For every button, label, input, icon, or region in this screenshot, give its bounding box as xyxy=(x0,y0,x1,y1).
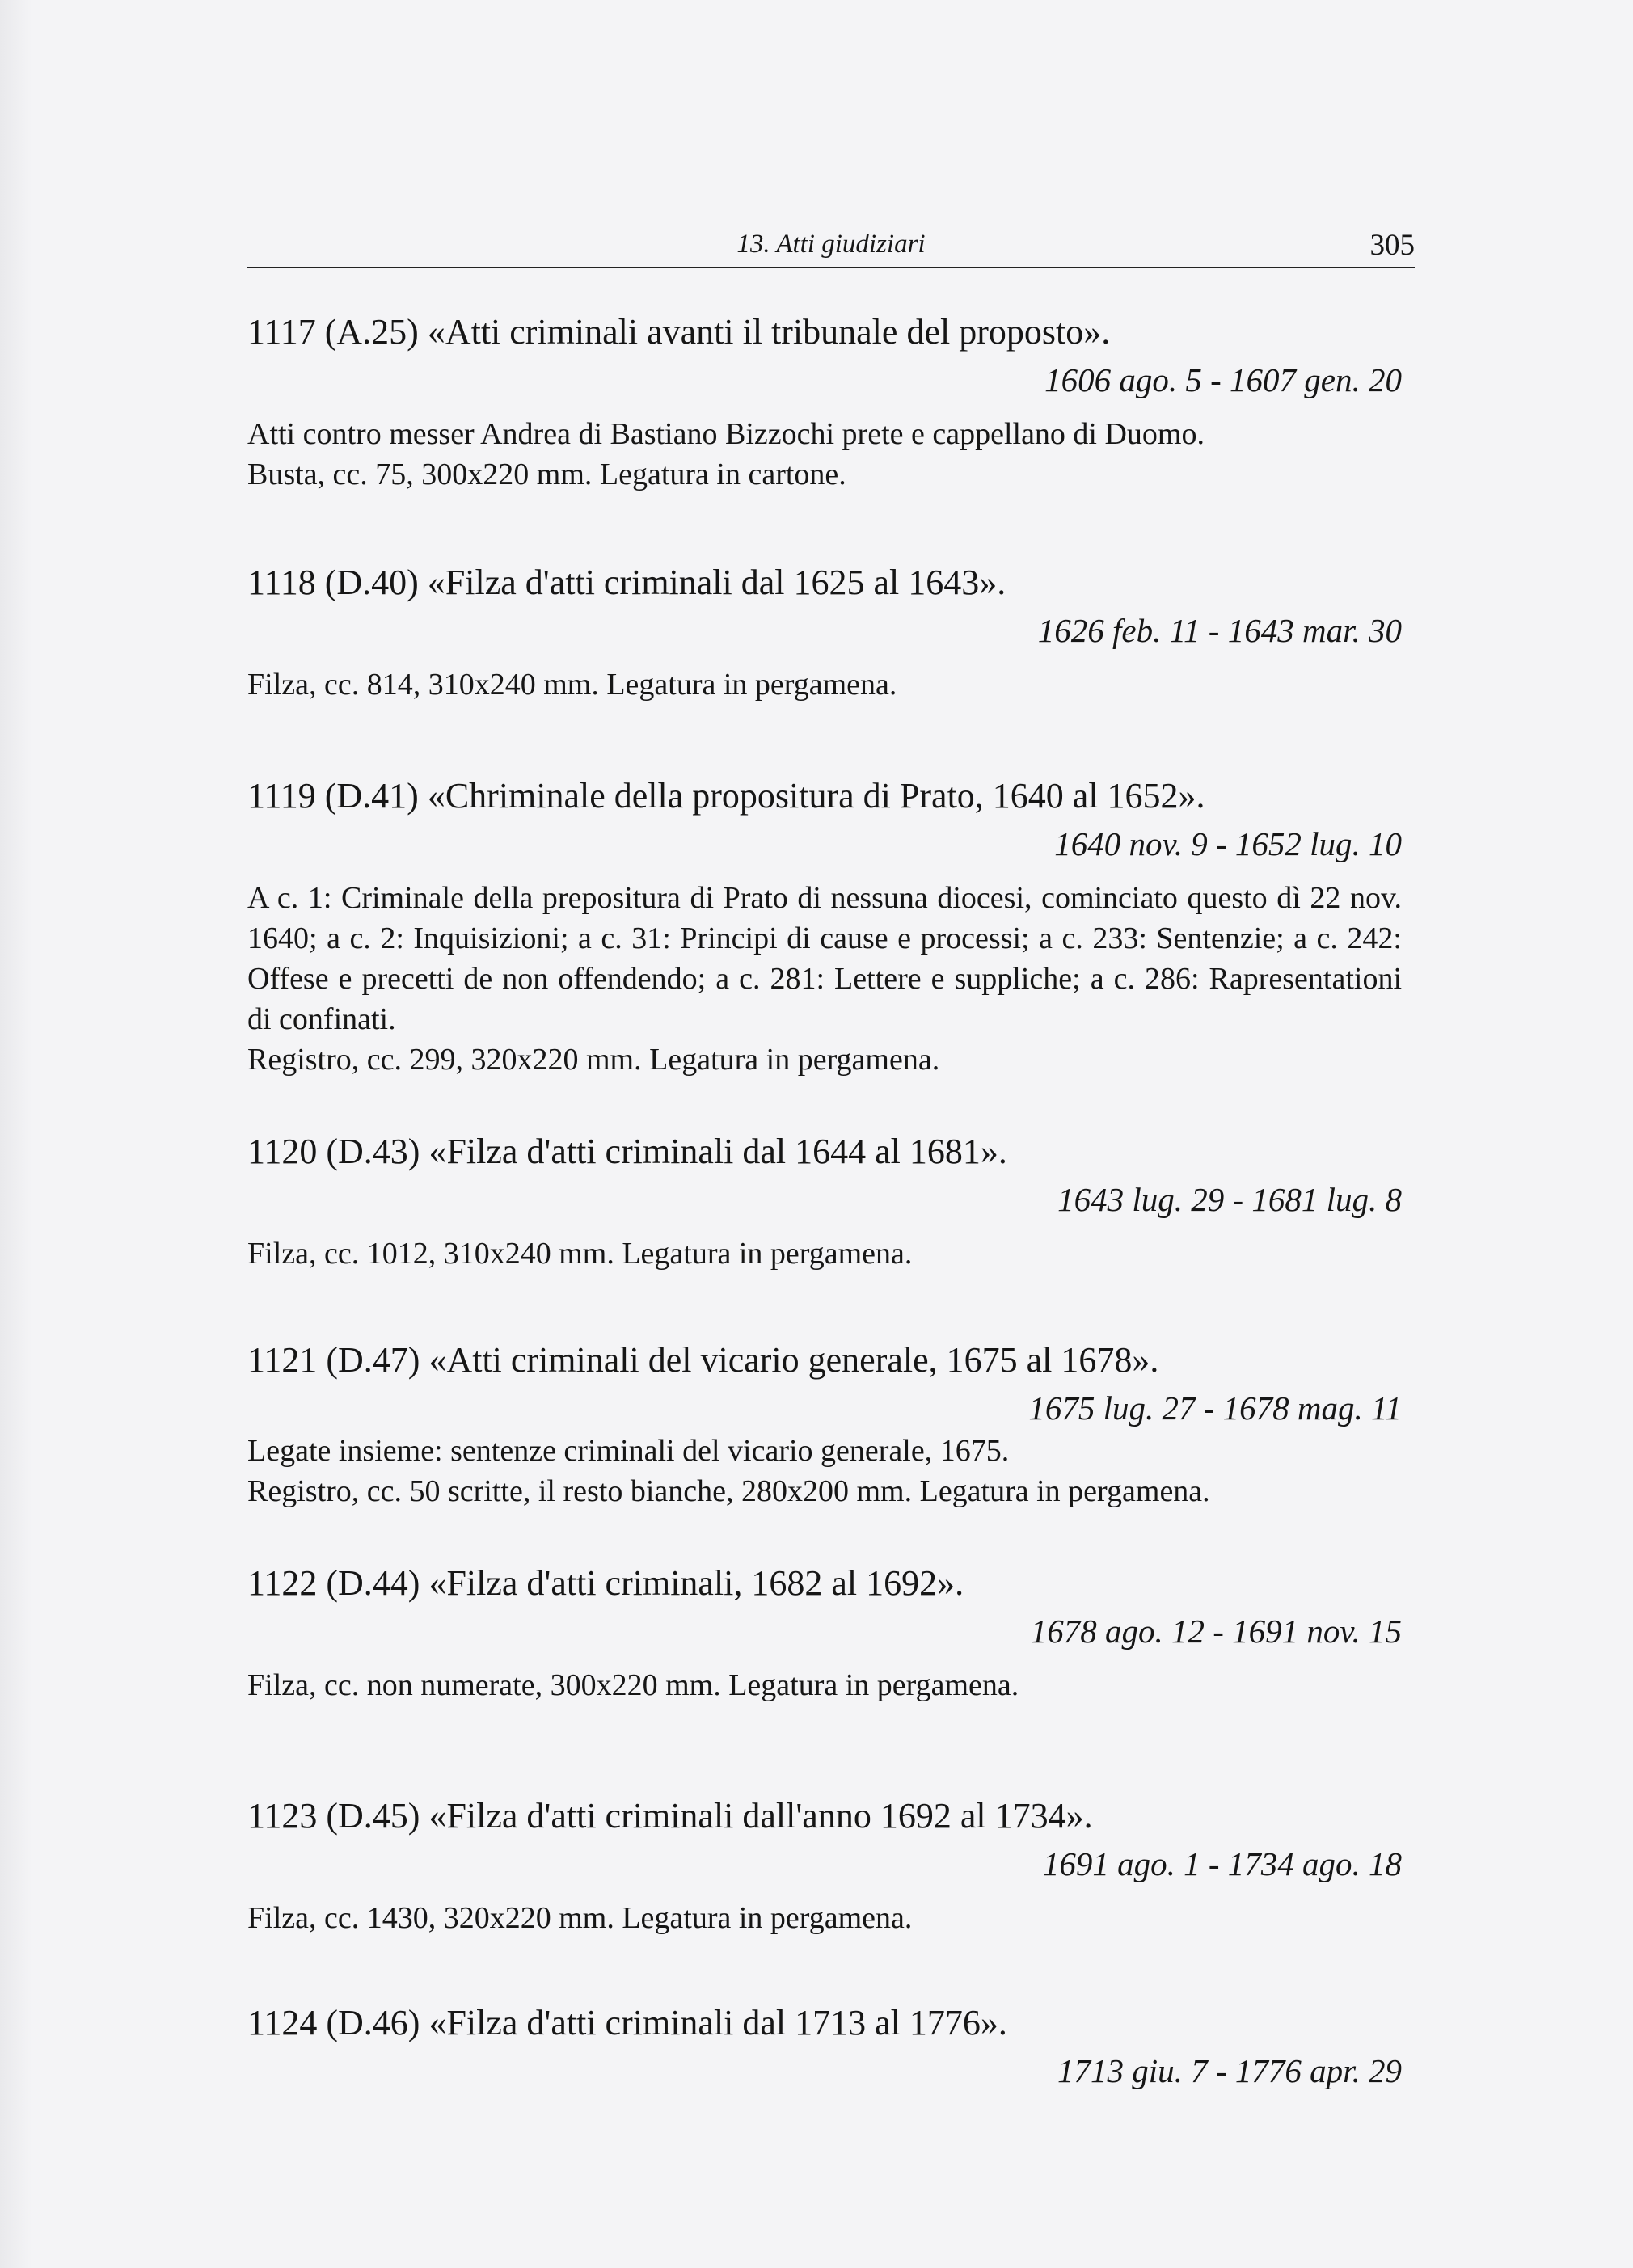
entry-physical-description: Filza, cc. 1012, 310x240 mm. Legatura in pergamena. xyxy=(247,1237,913,1271)
entry-physical-description: Filza, cc. non numerate, 300x220 mm. Legatura in pergamena. xyxy=(247,1668,1019,1702)
entry-heading: 1122 (D.44) «Filza d'atti criminali, 1682 al 1692». xyxy=(247,1563,964,1603)
running-title: 13. Atti giudiziari xyxy=(736,230,926,259)
inventory-entry xyxy=(247,1791,1415,1938)
entry-physical-description: Busta, cc. 75, 300x220 mm. Legatura in cartone. xyxy=(247,457,846,491)
inventory-entry xyxy=(247,1335,1415,1511)
entry-body xyxy=(247,414,1415,495)
entry-heading: 1121 (D.47) «Atti criminali del vicario generale, 1675 al 1678». xyxy=(247,1340,1159,1380)
entry-physical-description: Registro, cc. 299, 320x220 mm. Legatura in pergamena. xyxy=(247,1043,940,1077)
entry-heading: 1118 (D.40) «Filza d'atti criminali dal 1625 al 1643». xyxy=(247,563,1006,602)
entry-dates: 1640 nov. 9 - 1652 lug. 10 xyxy=(1054,825,1402,862)
running-header xyxy=(247,226,1415,268)
inventory-entry xyxy=(247,1558,1415,1705)
entry-dates: 1678 ago. 12 - 1691 nov. 15 xyxy=(1030,1612,1402,1650)
entry-description: A c. 1: Criminale della prepositura di Prato di nessuna diocesi, cominciato questo dì 22 nov. 1640; a c. 2: Inquisizioni; a c. 31: Principi di cause e processi; a c. 233: Sentenzie; a c. 242: Offese e precetti de non offendendo; a c. 281: Lettere e suppliche; a c. 286: Rapresentationi di confinati. xyxy=(247,881,1402,1036)
entry-physical-description: Registro, cc. 50 scritte, il resto bianche, 280x200 mm. Legatura in pergamena. xyxy=(247,1474,1210,1508)
entry-body xyxy=(247,878,1415,1080)
entry-heading: 1123 (D.45) «Filza d'atti criminali dall'anno 1692 al 1734». xyxy=(247,1796,1093,1836)
entry-heading: 1119 (D.41) «Chriminale della propositura di Prato, 1640 al 1652». xyxy=(247,776,1205,816)
entry-physical-description: Filza, cc. 814, 310x240 mm. Legatura in pergamena. xyxy=(247,668,897,702)
entry-body xyxy=(247,1665,1415,1705)
entry-dates: 1606 ago. 5 - 1607 gen. 20 xyxy=(1044,361,1402,398)
inventory-entry xyxy=(247,307,1415,495)
entry-body xyxy=(247,1898,1415,1938)
inventory-entry xyxy=(247,558,1415,705)
entry-body xyxy=(247,664,1415,705)
entry-dates: 1691 ago. 1 - 1734 ago. 18 xyxy=(1042,1845,1402,1882)
page-number: 305 xyxy=(1369,229,1415,262)
entry-heading: 1124 (D.46) «Filza d'atti criminali dal 1713 al 1776». xyxy=(247,2003,1007,2042)
page-edge xyxy=(0,0,32,2268)
inventory-entry xyxy=(247,1127,1415,1274)
entry-dates: 1675 lug. 27 - 1678 mag. 11 xyxy=(1028,1389,1402,1427)
entry-dates: 1643 lug. 29 - 1681 lug. 8 xyxy=(1057,1181,1402,1218)
entry-heading: 1120 (D.43) «Filza d'atti criminali dal 1644 al 1681». xyxy=(247,1132,1007,1171)
inventory-entries xyxy=(247,307,1415,2093)
entry-dates: 1713 giu. 7 - 1776 apr. 29 xyxy=(1057,2052,1402,2089)
entry-description: Atti contro messer Andrea di Bastiano Bizzochi prete e cappellano di Duomo. xyxy=(247,417,1205,451)
entry-description: Legate insieme: sentenze criminali del vicario generale, 1675. xyxy=(247,1434,1010,1468)
entry-body xyxy=(247,1431,1415,1511)
entry-heading: 1117 (A.25) «Atti criminali avanti il tribunale del proposto». xyxy=(247,312,1111,352)
entry-dates: 1626 feb. 11 - 1643 mar. 30 xyxy=(1037,612,1402,649)
inventory-entry xyxy=(247,1998,1415,2093)
inventory-entry xyxy=(247,771,1415,1080)
entry-physical-description: Filza, cc. 1430, 320x220 mm. Legatura in pergamena. xyxy=(247,1901,913,1935)
entry-body xyxy=(247,1233,1415,1274)
